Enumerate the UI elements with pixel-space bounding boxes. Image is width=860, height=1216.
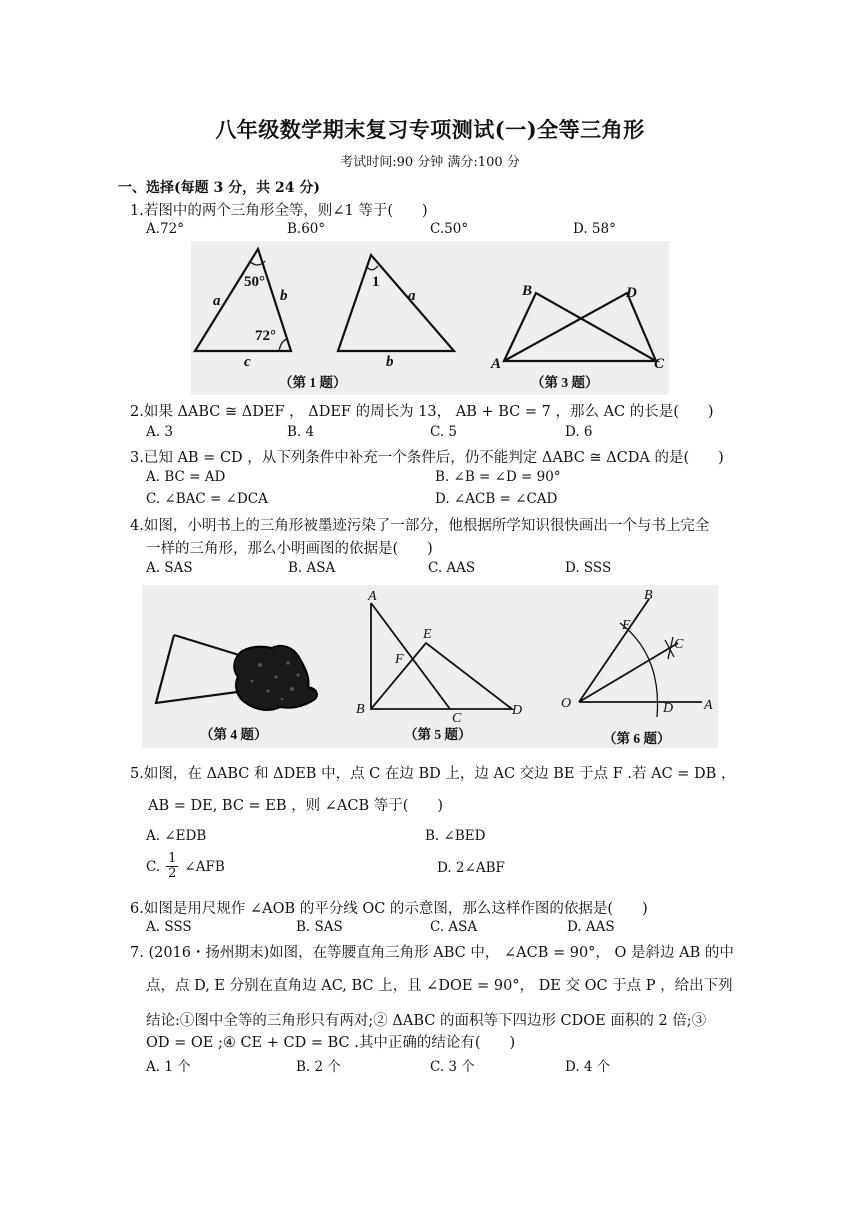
fig6-label-e: E [622,618,631,633]
fig6-label-a: A [704,698,713,713]
fig6-label-d: D [663,701,674,716]
fig4-caption: （第 4 题） [200,727,268,742]
fig1-triangle-left [195,249,291,351]
fig1-t2-side-a-label: a [408,288,416,304]
fig6-rays [579,599,702,702]
page-title: 八年级数学期末复习专项测试(一)全等三角形 [215,117,645,142]
fig3-crossed-triangles [504,293,656,361]
q2-option-d[interactable]: D. 6 [565,424,593,440]
fig3-label-c: C [654,356,665,372]
fig6-label-c: C [674,637,684,652]
fig6-compass-arc [620,623,658,717]
fig1-t2-side-b-label: b [386,354,394,370]
q7-option-d[interactable]: D. 4 个 [565,1059,611,1075]
q3-option-d[interactable]: D. ∠ACB = ∠CAD [435,491,558,507]
fig3-label-b: B [522,283,533,299]
q3-option-c[interactable]: C. ∠BAC = ∠DCA [146,491,268,507]
question-2-text: 2.如果 ΔABC ≅ ΔDEF ， ΔDEF 的周长为 13， AB + BC = 7 ，那么 AC 的长是( ) [130,404,714,420]
q5-option-c-expression: ∠AFB [184,858,225,875]
q2-option-b[interactable]: B. 4 [287,424,315,440]
fig1-side-c-label: c [244,354,251,370]
q7-option-c[interactable]: C. 3 个 [430,1059,475,1075]
q3-option-b[interactable]: B. ∠B = ∠D = 90° [435,469,561,485]
fig5-label-a: A [368,589,377,604]
exam-info: 考试时间:90 分钟 满分:100 分 [340,155,520,170]
fig3-label-d: D [626,285,637,301]
q2-option-a[interactable]: A. 3 [146,424,173,440]
question-4-line-2: 一样的三角形，那么小明画图的依据是( ) [146,541,433,557]
fraction-numerator: 1 [168,851,177,866]
fig6-label-b: B [644,588,653,603]
figure-4-5-6-panel [142,585,718,748]
q1-option-a[interactable]: A.72° [146,221,184,237]
question-7-line-1: 7. (2016・扬州期末)如图，在等腰直角三角形 ABC 中， ∠ACB = 90°， O 是斜边 AB 的中 [130,945,734,961]
fig1-angle-72-label: 72° [255,328,276,344]
fraction-denominator: 2 [168,866,177,881]
q4-option-d[interactable]: D. SSS [565,560,612,576]
q7-option-a[interactable]: A. 1 个 [146,1059,191,1075]
question-4-line-1: 4.如图，小明书上的三角形被墨迹污染了一部分，他根据所学知识很快画出一个与书上完全 [130,518,710,534]
q5-option-c[interactable] [146,852,225,881]
fig1-caption: （第 1 题） [279,375,347,390]
q5-option-d[interactable]: D. 2∠ABF [437,860,505,876]
section-heading: 一、选择(每题 3 分，共 24 分) [118,180,320,196]
fig1-angle-1-label: 1 [372,274,380,290]
fig3-label-a: A [491,356,502,372]
q5-option-b[interactable]: B. ∠BED [425,828,486,844]
fig5-label-f: F [395,652,404,667]
question-6-text: 6.如图是用尺规作 ∠AOB 的平分线 OC 的示意图，那么这样作图的依据是( ) [130,901,648,917]
q6-option-b[interactable]: B. SAS [296,919,343,935]
q4-option-c[interactable]: C. AAS [428,560,476,576]
fig5-label-d: D [512,703,523,718]
q2-option-c[interactable]: C. 5 [430,424,458,440]
q3-option-a[interactable]: A. BC = AD [146,469,226,485]
fig3-caption: （第 3 题） [531,375,599,390]
figure-4-5-6-diagram [142,585,718,748]
q1-option-d[interactable]: D. 58° [573,221,616,237]
question-7-line-3: 结论:①图中全等的三角形只有两对;② ΔABC 的面积等下四边形 CDOE 面积的 2 倍;③ [146,1013,707,1029]
figure-1-3-panel [191,241,669,395]
fig1-angle-arc-right [279,339,287,351]
q6-option-d[interactable]: D. AAS [567,919,615,935]
q7-option-b[interactable]: B. 2 个 [296,1059,341,1075]
fig5-triangle-abc [371,603,450,709]
q1-option-b[interactable]: B.60° [287,221,326,237]
fig5-caption: （第 5 题） [404,727,472,742]
question-7-line-2: 点，点 D, E 分别在直角边 AC, BC 上，且 ∠DOE = 90°， DE 交 OC 于点 P ，给出下列 [146,978,733,994]
q4-option-b[interactable]: B. ASA [288,560,336,576]
fig1-side-b-label: b [280,288,288,304]
q5-option-c-letter: C. [146,858,161,875]
figure-1-3-diagram [191,241,669,395]
question-3-text: 3.已知 AB = CD ，从下列条件中补充一个条件后，仍不能判定 ΔABC ≅ ΔCDA 的是( ) [130,450,724,466]
q5-option-c-fraction [166,852,178,881]
fig1-triangle-right [338,255,454,351]
q6-option-c[interactable]: C. ASA [430,919,478,935]
question-5-line-2: AB = DE, BC = EB ，则 ∠ACB 等于( ) [148,798,444,814]
fig5-label-e: E [423,627,432,642]
q6-option-a[interactable]: A. SSS [146,919,192,935]
fig6-label-o: O [561,696,572,711]
question-1-text: 1.若图中的两个三角形全等，则∠1 等于( ) [130,203,428,219]
q4-option-a[interactable]: A. SAS [146,560,193,576]
fig1-angle-1-arc [367,266,378,270]
fig5-label-c: C [452,711,462,726]
fig5-label-b: B [356,702,365,717]
q1-option-c[interactable]: C.50° [430,221,469,237]
question-7-line-4: OD = OE ;④ CE + CD = BC .其中正确的结论有( ) [146,1035,516,1051]
question-5-line-1: 5.如图，在 ΔABC 和 ΔDEB 中，点 C 在边 BD 上，边 AC 交边 BE 于点 F .若 AC = DB ， [130,766,736,782]
fig6-caption: （第 6 题） [603,731,671,746]
q5-option-a[interactable]: A. ∠EDB [146,828,207,844]
fig6-intersection-arcs [665,637,674,659]
fig1-side-a-label: a [213,293,221,309]
fig1-angle-50-label: 50° [244,274,265,290]
